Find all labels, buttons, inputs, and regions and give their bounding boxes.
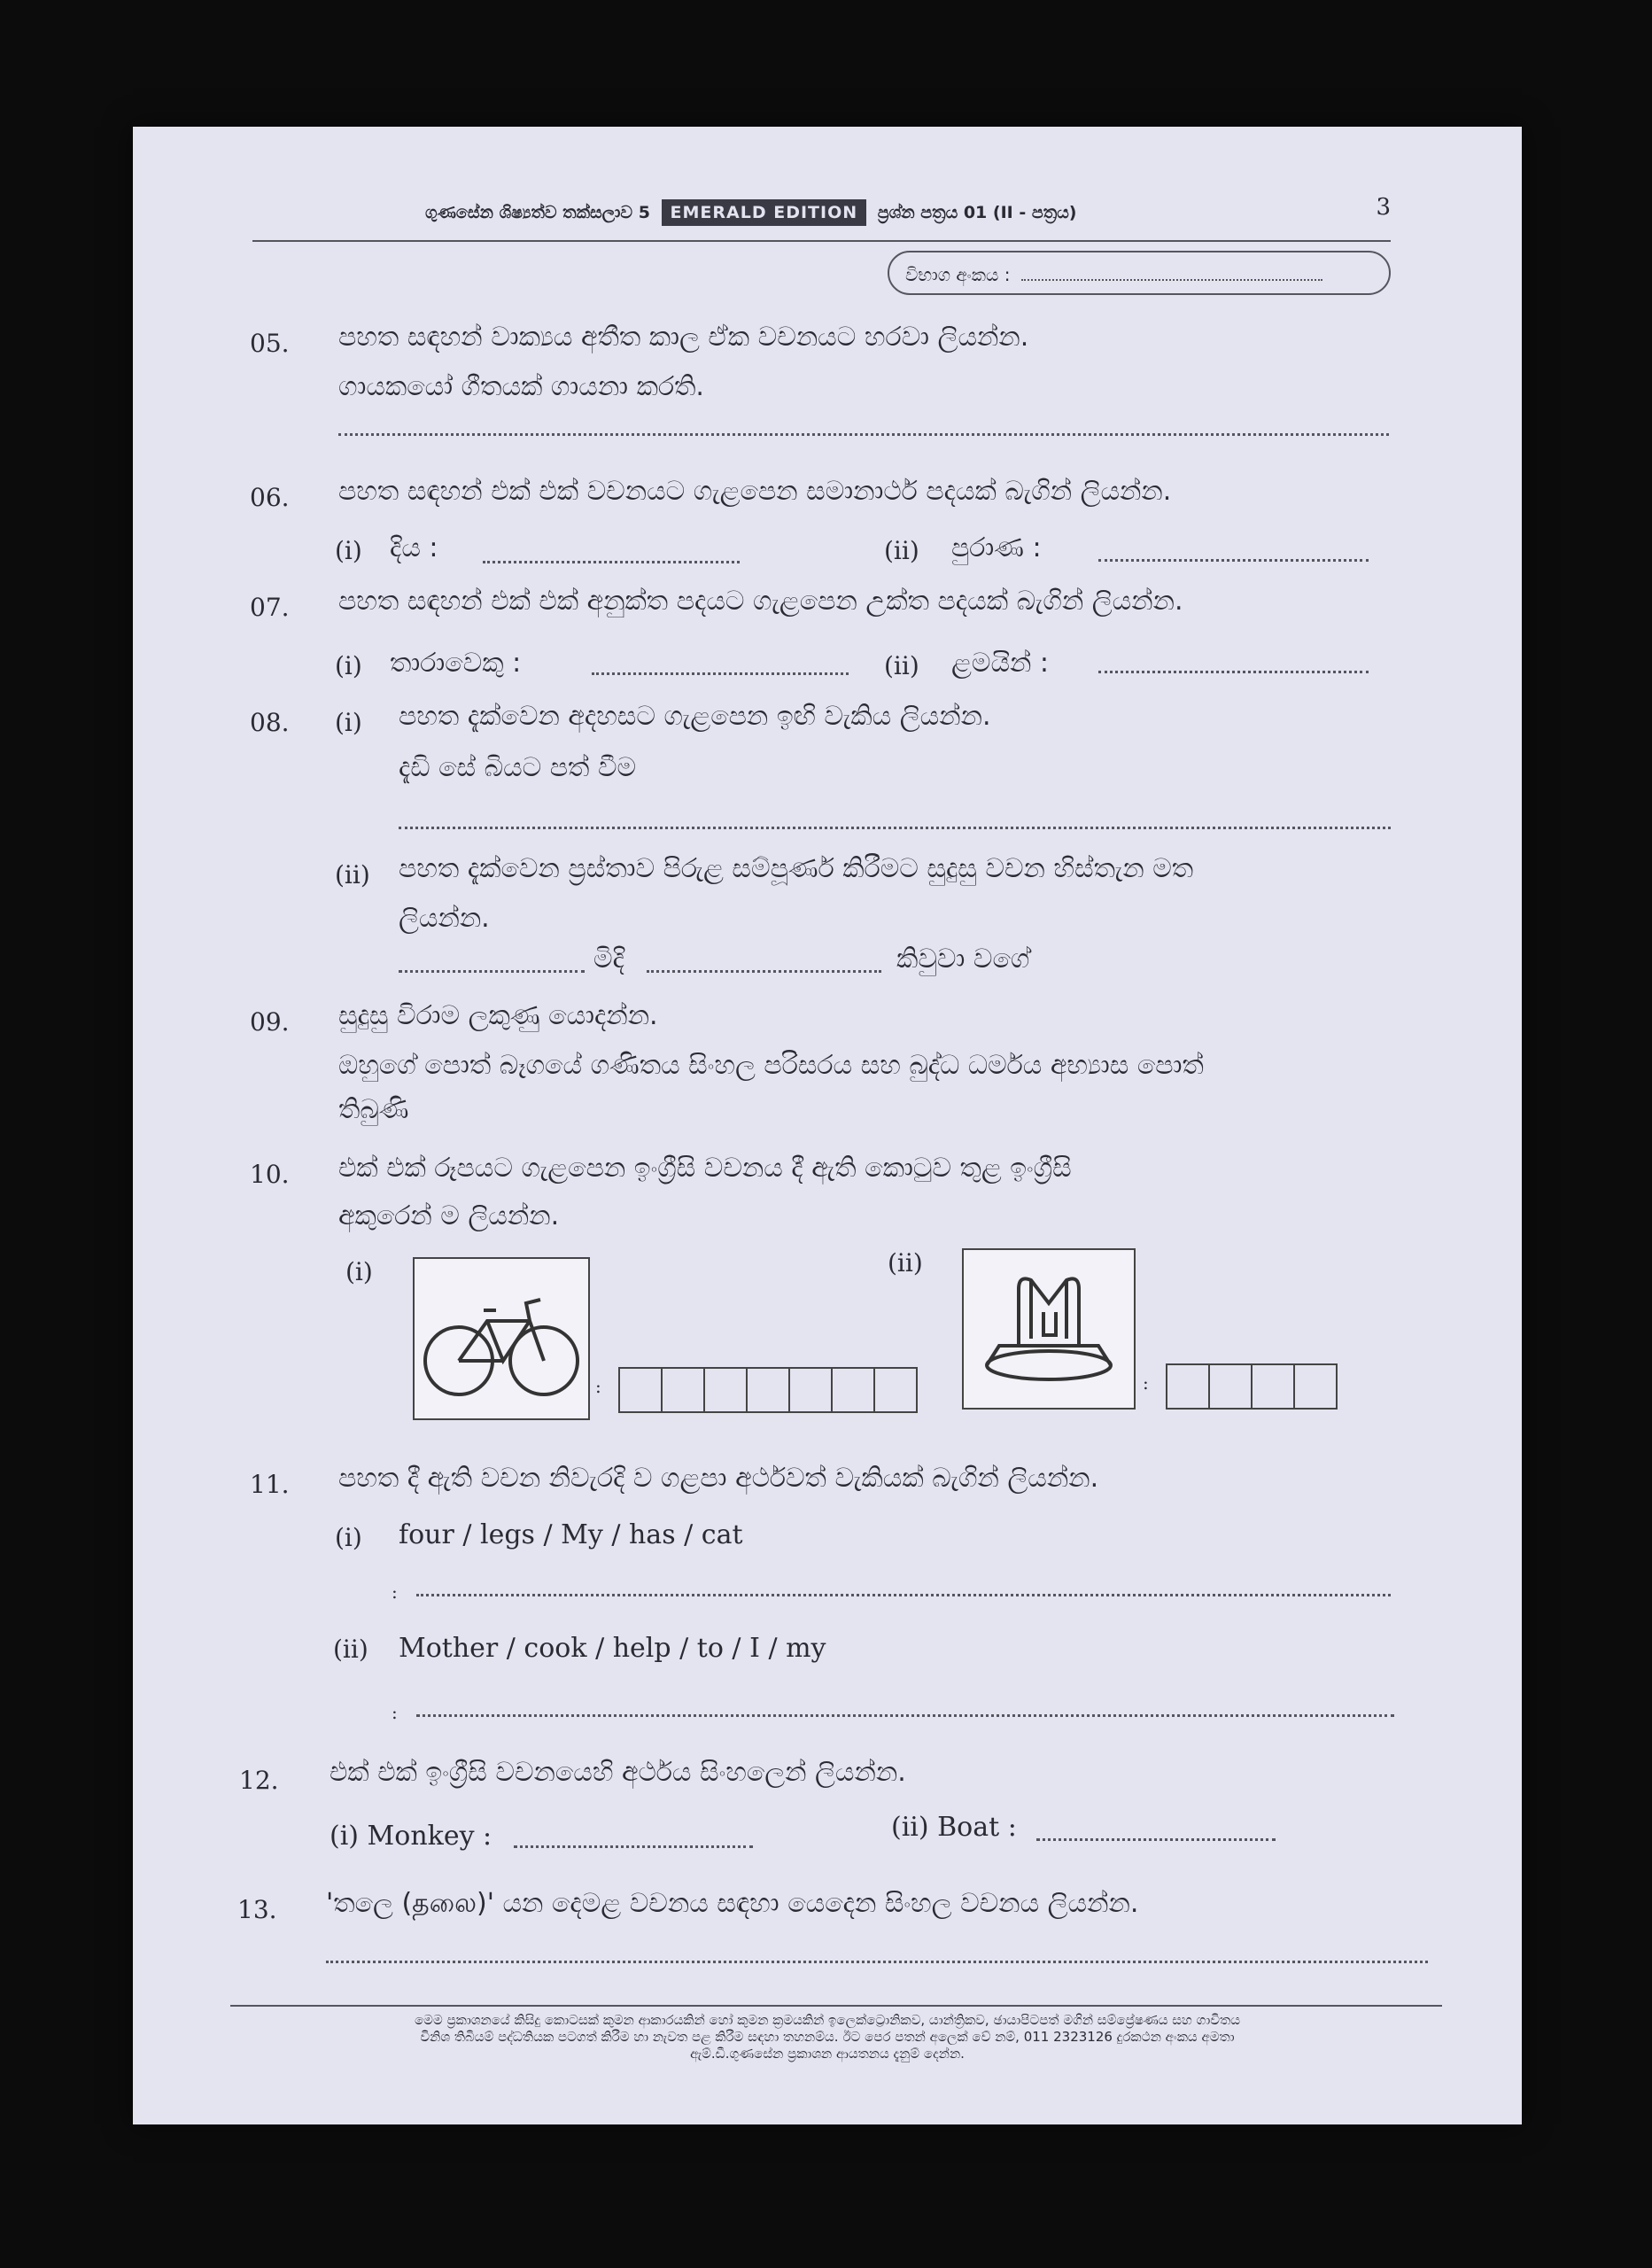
q07-ii-word: ළමයින් : (951, 648, 1050, 679)
q10-ii-letter-boxes[interactable] (1166, 1363, 1338, 1410)
q12-instruction: එක් එක් ඉංග්‍රීසි වචනයෙහි අර්ථය සිංහලෙන් ලියන්න. (330, 1757, 906, 1788)
q12-ii-word: (ii) Boat : (891, 1812, 1017, 1843)
boat-swing-picture (962, 1248, 1136, 1410)
footer-line-2: විනිශ තිබියම් පද්ධතියක පටගත් කිරීම හා නැවත පළ කිරීම සඳහා තහනම්ය. ඊට පෙර පතන් අලෙක් වේ නම්, 011 2323126 දුරකථන අංකය අමතා (420, 2029, 1235, 2045)
q11-i-words: four / legs / My / has / cat (399, 1519, 743, 1550)
q08-i-instruction: පහත දැක්වෙන අදහසට ගැළපෙන ඉඟි වැකිය ලියන්න. (399, 701, 991, 732)
q07-i-label: (i) (335, 651, 362, 680)
q10-ii-colon: : (1143, 1372, 1149, 1394)
q08-ii-blank-2[interactable] (647, 970, 881, 973)
q09-sentence-line-1: ඔහුගේ පොත් බෑගයේ ගණිතය සිංහල පරිසරය සහ බුද්ධ ධර්මය අභ්‍යාස පොත් (338, 1050, 1204, 1081)
q12-ii-answer[interactable] (1036, 1838, 1276, 1841)
q13-number: 13. (237, 1895, 277, 1924)
q11-ii-label: (ii) (333, 1635, 368, 1664)
footer-rule (230, 2005, 1442, 2007)
header-rule (252, 240, 1391, 242)
q10-i-label: (i) (345, 1257, 373, 1286)
q13-instruction: 'තලෙ (தலை)' යන දෙමළ වචනය සඳහා යෙදෙන සිංහල වචනය ලියන්න. (326, 1888, 1139, 1919)
q08-ii-ending: කිවුවා වගේ (896, 944, 1030, 975)
q07-instruction: පහත සඳහන් එක් එක් අනුක්ත පදයට ගැළපෙන උක්ත පදයක් බැගින් ලියන්න. (338, 586, 1183, 617)
edition-badge: EMERALD EDITION (662, 199, 867, 226)
q05-sentence: ගායකයෝ ගීතයක් ගායනා කරති. (338, 371, 704, 402)
q10-instruction: එක් එක් රූපයට ගැළපෙන ඉංග්‍රීසි වචනය දී ඇති කොටුව තුළ ඉංග්‍රීසි (338, 1153, 1072, 1184)
q07-i-answer[interactable] (592, 672, 849, 675)
q09-instruction: සුදුසු විරාම ලකුණු යොදන්න. (338, 1000, 658, 1031)
header-title: ගුණසේන ශිෂ්‍යත්ව තක්සලාව 5 (425, 203, 650, 222)
q08-i-answer-line[interactable] (399, 827, 1391, 829)
q11-i-colon: : (392, 1581, 398, 1603)
page-number: 3 (1376, 194, 1391, 221)
bicycle-picture (413, 1257, 590, 1420)
q11-i-answer-line[interactable] (416, 1594, 1391, 1596)
q08-i-label: (i) (335, 708, 362, 737)
q08-ii-instruction: පහත දැක්වෙන ප්‍රස්තාව පිරුළ සම්පූර්ණ කිරීමට සුදුසු වචන හිස්තැන මත (399, 853, 1194, 884)
paper-label: ප්‍රශ්න පත්‍රය 01 (II - පත්‍රය) (877, 203, 1077, 222)
q06-ii-answer[interactable] (1098, 559, 1369, 562)
q07-i-word: තාරාවෙකු : (390, 648, 522, 679)
q06-ii-label: (ii) (884, 536, 919, 565)
q07-ii-answer[interactable] (1098, 671, 1369, 673)
copyright-footer (275, 2012, 1380, 2062)
exam-sheet (133, 127, 1522, 2124)
q10-instruction-cont: අකුරෙන් ම ලියන්න. (338, 1200, 560, 1231)
q10-ii-label: (ii) (888, 1248, 923, 1278)
q10-i-letter-boxes[interactable] (618, 1367, 918, 1413)
q05-answer-line[interactable] (338, 433, 1389, 436)
q08-ii-middle-word: මිදි (593, 944, 624, 975)
q10-number: 10. (250, 1160, 290, 1189)
q12-number: 12. (239, 1766, 279, 1795)
boat-swing-icon (964, 1250, 1134, 1408)
index-number-field[interactable] (888, 251, 1391, 295)
q07-number: 07. (250, 593, 290, 622)
q11-instruction: පහත දී ඇති වචන නිවැරදි ව ගළපා අර්ථවත් වැකියක් බැගින් ලියන්න. (338, 1463, 1099, 1494)
q05-instruction: පහත සඳහන් වාක්‍යය අතීත කාල ඒක වචනයට හරවා ලියන්න. (338, 322, 1029, 353)
q06-instruction: පහත සඳහන් එක් එක් වචනයට ගැළපෙන සමානාර්ථ පදයක් බැගින් ලියන්න. (338, 476, 1172, 507)
q08-ii-blank-1[interactable] (399, 970, 585, 973)
q11-i-label: (i) (335, 1523, 362, 1552)
q06-number: 06. (250, 483, 290, 512)
q11-ii-colon: : (392, 1702, 398, 1723)
index-number-label: විභාග අංකය : (905, 264, 1011, 285)
q09-sentence-line-2: තිබුණි (338, 1094, 409, 1125)
page-header (425, 199, 1076, 226)
q08-i-sentence: දැඩි සේ බියට පත් වීම (399, 752, 637, 783)
q07-ii-label: (ii) (884, 651, 919, 680)
q11-number: 11. (250, 1470, 290, 1499)
q06-i-word: දිය : (390, 532, 438, 563)
bicycle-icon (415, 1259, 588, 1418)
q08-number: 08. (250, 708, 290, 737)
q13-answer-line[interactable] (326, 1961, 1428, 1963)
q11-ii-answer-line[interactable] (416, 1714, 1394, 1717)
footer-line-3: ඇම්.ඩී.ගුණසේන ප්‍රකාශන ආයතනය දැනුම් දෙන්න. (690, 2046, 965, 2062)
q05-number: 05. (250, 329, 290, 358)
q10-i-colon: : (595, 1376, 601, 1397)
q12-i-answer[interactable] (514, 1845, 753, 1848)
q11-ii-words: Mother / cook / help / to / I / my (399, 1633, 826, 1664)
q08-ii-instruction-cont: ලියන්න. (399, 903, 490, 934)
q06-ii-word: පුරාණ : (951, 532, 1042, 563)
q08-ii-label: (ii) (335, 860, 370, 889)
q09-number: 09. (250, 1007, 290, 1037)
q12-i-word: (i) Monkey : (330, 1821, 492, 1852)
q06-i-answer[interactable] (483, 561, 740, 563)
q06-i-label: (i) (335, 536, 362, 565)
footer-line-1: මෙම ප්‍රකාශනයේ කිසිදු කොටසක් කුමන ආකාරයකින් හෝ කුමන ක්‍රමයකින් ඉලෙක්ට්‍රොනිකව, යාන්ත්‍රිකව, ඡායාපිටපත් මගින් සම්ප්‍රේෂණය සහ ගාවිතය (414, 2012, 1241, 2028)
